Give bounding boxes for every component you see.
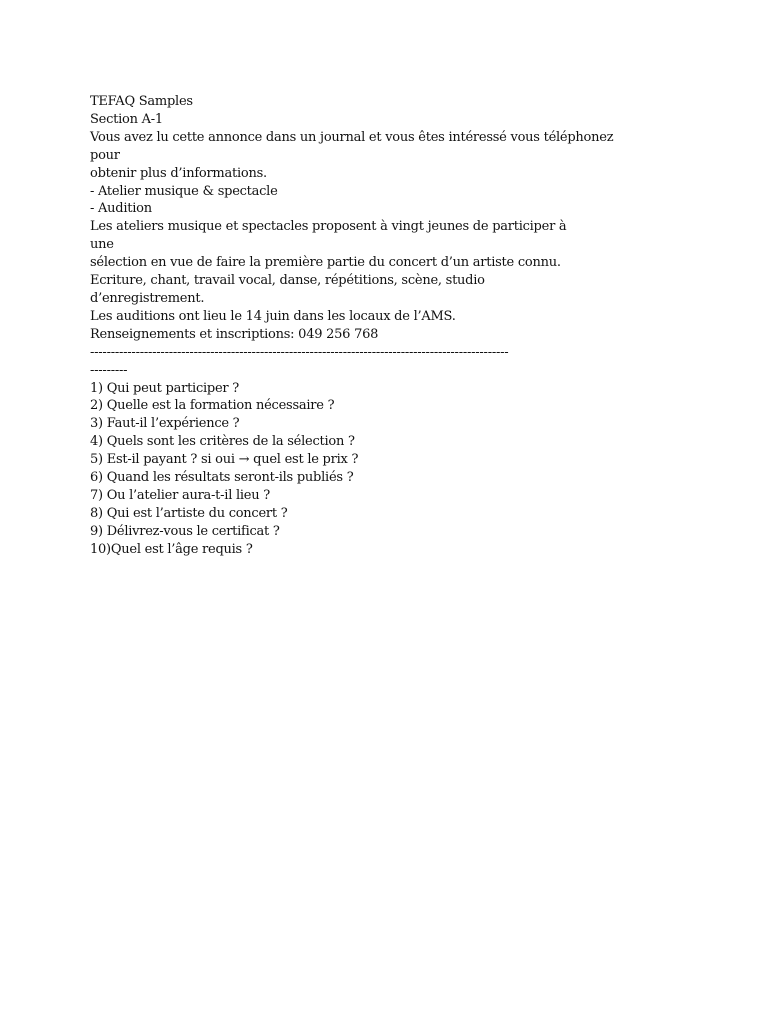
intro-line: pour (90, 147, 120, 163)
question-list (90, 380, 650, 559)
section-heading: Section A-1 (90, 111, 163, 127)
question-item: 8) Qui est l’artiste du concert ? (90, 505, 288, 521)
announcement-item: - Audition (90, 201, 152, 217)
announcement-body-line: Les auditions ont lieu le 14 juin dans les locaux de l’AMS. (90, 308, 456, 324)
announcement-body-line: sélection en vue de faire la première partie du concert d’un artiste connu. (90, 255, 561, 271)
question-item: 1) Qui peut participer ? (90, 380, 239, 396)
separator-line: --------- (90, 362, 128, 378)
question-item: 4) Quels sont les critères de la sélection ? (90, 434, 355, 450)
question-item: 10)Quel est l’âge requis ? (90, 541, 253, 557)
announcement-body-line: Ecriture, chant, travail vocal, danse, répétitions, scène, studio (90, 273, 485, 289)
intro-line: obtenir plus d’informations. (90, 165, 267, 181)
question-item: 6) Quand les résultats seront-ils publiés ? (90, 470, 354, 486)
announcement-body-line: Les ateliers musique et spectacles proposent à vingt jeunes de participer à (90, 219, 567, 235)
announcement-item: - Atelier musique & spectacle (90, 183, 278, 199)
document-title: TEFAQ Samples (90, 94, 193, 109)
separator-line: ----------------------------------------------------------------------------------------------------- (90, 344, 509, 360)
contact-line: Renseignements et inscriptions: 049 256 768 (90, 326, 379, 342)
intro-line: Vous avez lu cette annonce dans un journal et vous êtes intéressé vous téléphonez (90, 129, 614, 145)
question-item: 7) Ou l’atelier aura-t-il lieu ? (90, 487, 270, 503)
question-item: 3) Faut-il l’expérience ? (90, 416, 240, 432)
question-item: 2) Quelle est la formation nécessaire ? (90, 398, 335, 414)
document-page (90, 93, 650, 559)
question-item: 5) Est-il payant ? si oui → quel est le prix ? (90, 452, 359, 468)
announcement-body-line: une (90, 237, 114, 253)
announcement-body-line: d’enregistrement. (90, 290, 205, 306)
question-item: 9) Délivrez-vous le certificat ? (90, 523, 280, 539)
